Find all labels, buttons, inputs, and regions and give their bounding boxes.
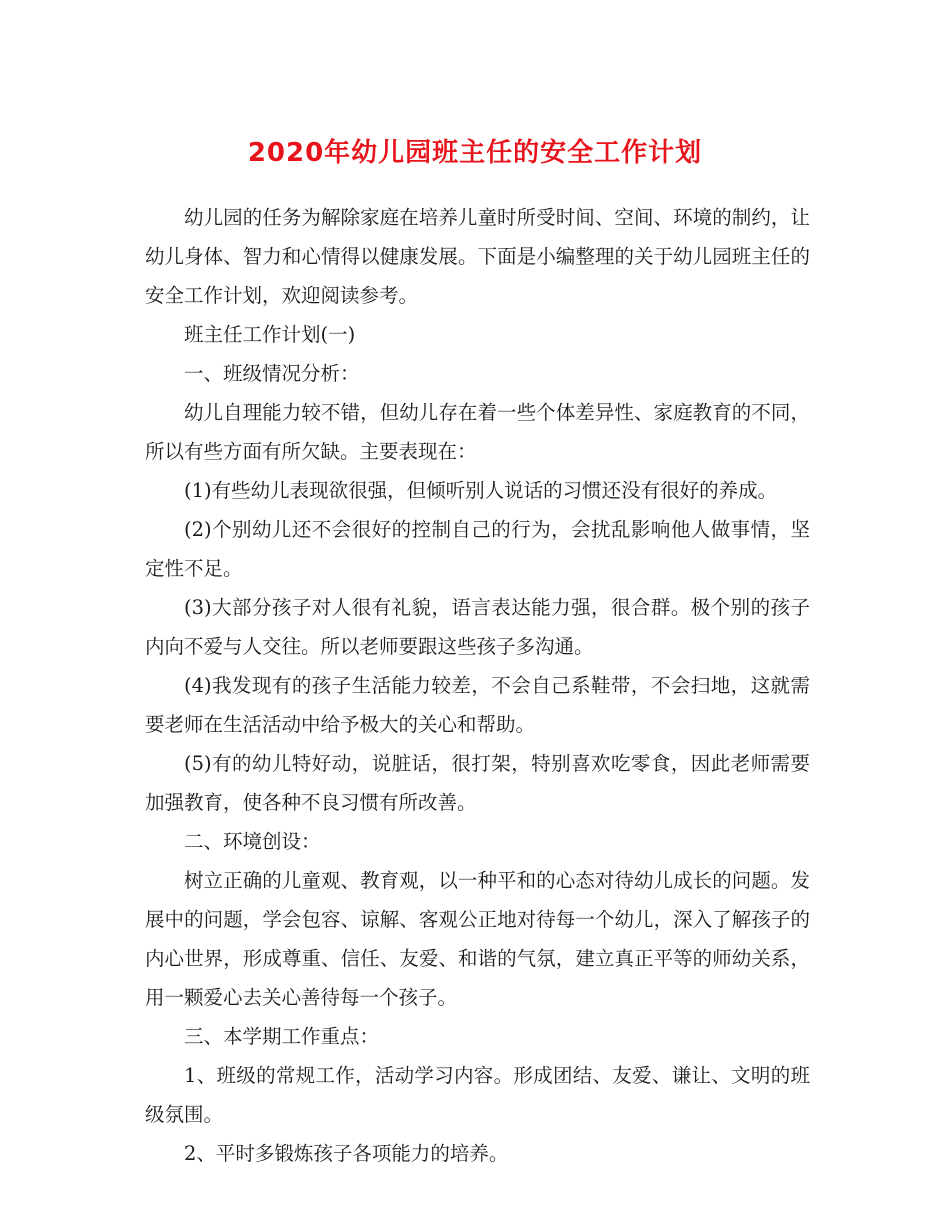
list-item-1: (1)有些幼儿表现欲很强，但倾听别人说话的习惯还没有很好的养成。 bbox=[184, 479, 778, 502]
plan-heading: 班主任工作计划(一) bbox=[184, 323, 356, 346]
page-title: 2020年幼儿园班主任的安全工作计划 bbox=[247, 138, 703, 168]
intro-paragraph: 幼儿园的任务为解除家庭在培养儿童时所受时间、空间、环境的制约，让幼儿身体、智力和心情得以健康发展。下面是小编整理的关于幼儿园班主任的安全工作计划，欢迎阅读参考。 bbox=[145, 206, 810, 307]
list-item-3: (3)大部分孩子对人很有礼貌，语言表达能力强，很合群。极个别的孩子内向不爱与人交往。所以老师要跟这些孩子多沟通。 bbox=[145, 596, 810, 658]
list-item-4: (4)我发现有的孩子生活能力较差，不会自己系鞋带，不会扫地，这就需要老师在生活活动中给予极大的关心和帮助。 bbox=[145, 674, 810, 736]
key-work-item-2: 2、平时多锻炼孩子各项能力的培养。 bbox=[184, 1142, 509, 1165]
document-body bbox=[145, 198, 810, 1173]
list-item-2: (2)个别幼儿还不会很好的控制自己的行为，会扰乱影响他人做事情，坚定性不足。 bbox=[145, 518, 810, 580]
paragraph-environment: 树立正确的儿童观、教育观，以一种平和的心态对待幼儿成长的问题。发展中的问题，学会包容、谅解、客观公正地对待每一个幼儿，深入了解孩子的内心世界，形成尊重、信任、友爱、和谐的气氛，建立真正平等的师幼关系，用一颗爱心去关心善待每一个孩子。 bbox=[145, 869, 810, 1009]
key-work-item-1: 1、班级的常规工作，活动学习内容。形成团结、友爱、谦让、文明的班级氛围。 bbox=[145, 1064, 810, 1126]
section-heading-class-analysis: 一、班级情况分析： bbox=[184, 362, 360, 385]
list-item-5: (5)有的幼儿特好动，说脏话，很打架，特别喜欢吃零食，因此老师需要加强教育，使各种不良习惯有所改善。 bbox=[145, 752, 810, 814]
section-heading-key-work: 三、本学期工作重点： bbox=[184, 1025, 380, 1048]
paragraph-class-analysis: 幼儿自理能力较不错，但幼儿存在着一些个体差异性、家庭教育的不同，所以有些方面有所欠缺。主要表现在： bbox=[145, 401, 810, 463]
section-heading-environment: 二、环境创设： bbox=[184, 830, 321, 853]
